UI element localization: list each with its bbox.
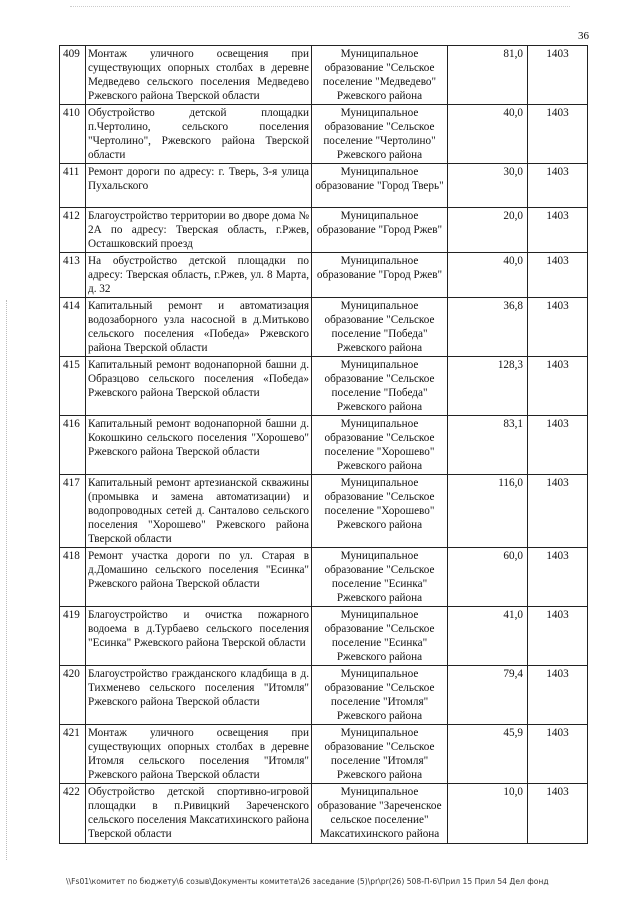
- row-code: 1403: [528, 725, 588, 784]
- row-description: Благоустройство территории во дворе дома № 2А по адресу: Тверская область, г.Ржев, Осташковский проезд: [86, 208, 312, 253]
- allocation-table: [59, 45, 588, 844]
- row-code: 1403: [528, 475, 588, 548]
- row-recipient: Муниципальное образование "Сельское поселение "Итомля" Ржевского района: [312, 666, 448, 725]
- row-code: 1403: [528, 208, 588, 253]
- row-number: 420: [60, 666, 86, 725]
- table-row: [60, 105, 588, 164]
- row-amount: 60,0: [448, 548, 528, 607]
- table-row: [60, 725, 588, 784]
- table-row: [60, 253, 588, 298]
- row-amount: 45,9: [448, 725, 528, 784]
- row-number: 418: [60, 548, 86, 607]
- row-number: 415: [60, 357, 86, 416]
- row-description: Ремонт участка дороги по ул. Старая в д.Домашино сельского поселения "Есинка" Ржевского района Тверской области: [86, 548, 312, 607]
- row-recipient: Муниципальное образование "Сельское поселение "Хорошево" Ржевского района: [312, 475, 448, 548]
- row-number: 414: [60, 298, 86, 357]
- table-row: [60, 666, 588, 725]
- row-amount: 116,0: [448, 475, 528, 548]
- row-code: 1403: [528, 607, 588, 666]
- row-description: Капитальный ремонт и автоматизация водозаборного узла насосной в д.Митьково сельского поселения «Победа» Ржевского района Тверской области: [86, 298, 312, 357]
- row-recipient: Муниципальное образование "Сельское поселение "Есинка" Ржевского района: [312, 607, 448, 666]
- row-description: Монтаж уличного освещения при существующих опорных столбах в деревне Медведево сельского поселения Медведево Ржевского района Тверской области: [86, 46, 312, 105]
- row-code: 1403: [528, 548, 588, 607]
- row-number: 422: [60, 784, 86, 844]
- row-description: Обустройство детской площадки п.Чертолино, сельского поселения "Чертолино", Ржевского района Тверской области: [86, 105, 312, 164]
- row-recipient: Муниципальное образование "Сельское поселение "Победа" Ржевского района: [312, 298, 448, 357]
- row-amount: 79,4: [448, 666, 528, 725]
- row-code: 1403: [528, 784, 588, 844]
- row-number: 409: [60, 46, 86, 105]
- row-number: 411: [60, 164, 86, 208]
- row-description: Капитальный ремонт артезианской скважины (промывка и замена автоматизации) и водопроводных сетей д. Санталово сельского поселения "Хорошево" Ржевского района Тверской области: [86, 475, 312, 548]
- row-recipient: Муниципальное образование "Город Тверь": [312, 164, 448, 208]
- table-row: [60, 416, 588, 475]
- row-recipient: Муниципальное образование "Сельское поселение "Чертолино" Ржевского района: [312, 105, 448, 164]
- row-amount: 40,0: [448, 253, 528, 298]
- table-body: [60, 46, 588, 844]
- row-amount: 20,0: [448, 208, 528, 253]
- row-recipient: Муниципальное образование "Зареченское сельское поселение" Максатихинского района: [312, 784, 448, 844]
- row-description: На обустройство детской площадки по адресу: Тверская область, г.Ржев, ул. 8 Марта, д. 32: [86, 253, 312, 298]
- table-row: [60, 548, 588, 607]
- row-number: 412: [60, 208, 86, 253]
- row-description: Монтаж уличного освещения при существующих опорных столбах в деревне Итомля сельского поселения "Итомля" Ржевского района Тверской области: [86, 725, 312, 784]
- row-recipient: Муниципальное образование "Сельское поселение "Есинка" Ржевского района: [312, 548, 448, 607]
- row-recipient: Муниципальное образование "Город Ржев": [312, 208, 448, 253]
- row-amount: 36,8: [448, 298, 528, 357]
- row-description: Ремонт дороги по адресу: г. Тверь, 3-я улица Пухальского: [86, 164, 312, 208]
- row-amount: 83,1: [448, 416, 528, 475]
- table-row: [60, 164, 588, 208]
- row-amount: 81,0: [448, 46, 528, 105]
- row-code: 1403: [528, 164, 588, 208]
- footer-file-path: \\Fs01\комитет по бюджету\6 созыв\Документы комитета\26 заседание (5)\pr\pr(26) 508-П-6\Прил 15 Прил 54 Дел фонд: [66, 877, 549, 886]
- row-amount: 128,3: [448, 357, 528, 416]
- row-amount: 41,0: [448, 607, 528, 666]
- table-row: [60, 607, 588, 666]
- row-number: 421: [60, 725, 86, 784]
- row-amount: 30,0: [448, 164, 528, 208]
- row-code: 1403: [528, 416, 588, 475]
- row-recipient: Муниципальное образование "Сельское поселение "Медведево" Ржевского района: [312, 46, 448, 105]
- row-code: 1403: [528, 666, 588, 725]
- table-row: [60, 298, 588, 357]
- row-description: Обустройство детской спортивно-игровой площадки в п.Ривицкий Зареченского сельского поселения Максатихинского района Тверской области: [86, 784, 312, 844]
- table-row: [60, 475, 588, 548]
- row-number: 417: [60, 475, 86, 548]
- row-description: Капитальный ремонт водонапорной башни д. Кокошкино сельского поселения "Хорошево" Ржевского района Тверской области: [86, 416, 312, 475]
- row-code: 1403: [528, 105, 588, 164]
- table-row: [60, 46, 588, 105]
- row-code: 1403: [528, 298, 588, 357]
- table-row: [60, 784, 588, 844]
- table-row: [60, 357, 588, 416]
- row-recipient: Муниципальное образование "Город Ржев": [312, 253, 448, 298]
- row-code: 1403: [528, 357, 588, 416]
- row-number: 410: [60, 105, 86, 164]
- row-description: Благоустройство и очистка пожарного водоема в д.Турбаево сельского поселения "Есинка" Ржевского района Тверской области: [86, 607, 312, 666]
- row-recipient: Муниципальное образование "Сельское поселение "Итомля" Ржевского района: [312, 725, 448, 784]
- page-number: 36: [578, 30, 589, 42]
- table-row: [60, 208, 588, 253]
- scan-artifact-margin: [6, 300, 9, 860]
- row-description: Благоустройство гражданского кладбища в д. Тихменево сельского поселения "Итомля" Ржевского района Тверской области: [86, 666, 312, 725]
- row-code: 1403: [528, 46, 588, 105]
- row-number: 413: [60, 253, 86, 298]
- scan-artifact-top: [70, 6, 570, 8]
- row-recipient: Муниципальное образование "Сельское поселение "Хорошево" Ржевского района: [312, 416, 448, 475]
- row-amount: 40,0: [448, 105, 528, 164]
- row-amount: 10,0: [448, 784, 528, 844]
- row-description: Капитальный ремонт водонапорной башни д. Образцово сельского поселения «Победа» Ржевского района Тверской области: [86, 357, 312, 416]
- row-number: 419: [60, 607, 86, 666]
- row-code: 1403: [528, 253, 588, 298]
- row-recipient: Муниципальное образование "Сельское поселение "Победа" Ржевского района: [312, 357, 448, 416]
- row-number: 416: [60, 416, 86, 475]
